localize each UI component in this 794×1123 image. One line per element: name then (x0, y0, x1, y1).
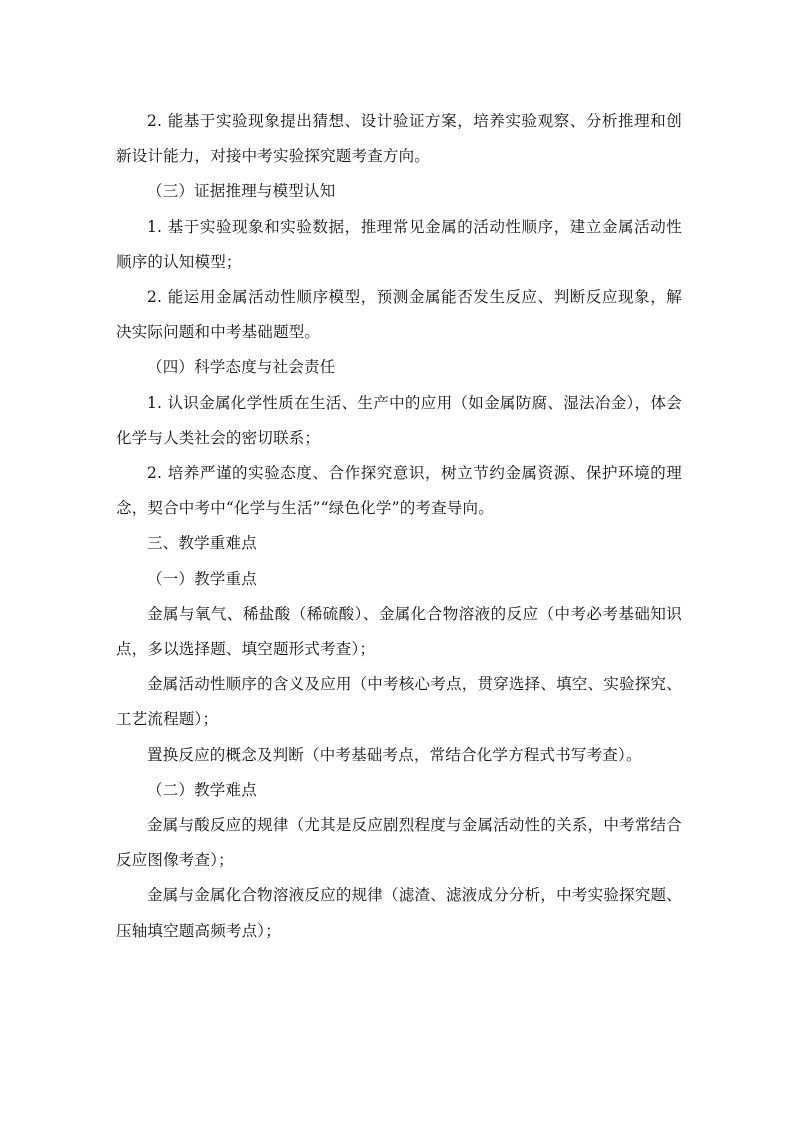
paragraph-evidence-2: 2. 能运用金属活动性顺序模型，预测金属能否发生反应、判断反应现象，解决实际问题和中考基础题型。 (116, 288, 682, 342)
heading-teaching-difficulties: （二）教学难点 (147, 780, 257, 799)
heading-evidence-reasoning: （三）证据推理与模型认知 (147, 182, 336, 201)
document-body (116, 104, 682, 949)
paragraph-evidence-1: 1. 基于实验现象和实验数据，推理常见金属的活动性顺序，建立金属活动性顺序的认知模型； (116, 217, 682, 271)
heading-teaching-key-points: （一）教学重点 (147, 569, 257, 588)
heading-science-attitude: （四）科学态度与社会责任 (147, 358, 336, 377)
heading-key-difficult-points: 三、教学重难点 (147, 534, 257, 553)
paragraph-key-point-2: 金属活动性顺序的含义及应用（中考核心考点，贯穿选择、填空、实验探究、工艺流程题）； (116, 675, 682, 729)
paragraph-goal-2-experiment: 2. 能基于实验现象提出猜想、设计验证方案，培养实验观察、分析推理和创新设计能力，对接中考实验探究题考查方向。 (116, 112, 682, 166)
paragraph-key-point-3: 置换反应的概念及判断（中考基础考点，常结合化学方程式书写考查）。 (147, 745, 642, 764)
paragraph-key-point-1: 金属与氧气、稀盐酸（稀硫酸）、金属化合物溶液的反应（中考必考基础知识点，多以选择题、填空题形式考查）； (116, 604, 682, 659)
paragraph-attitude-1: 1. 认识金属化学性质在生活、生产中的应用（如金属防腐、湿法冶金），体会化学与人类社会的密切联系； (116, 393, 682, 447)
paragraph-difficulty-1: 金属与酸反应的规律（尤其是反应剧烈程度与金属活动性的关系，中考常结合反应图像考查）； (116, 816, 682, 870)
paragraph-attitude-2: 2. 培养严谨的实验态度、合作探究意识，树立节约金属资源、保护环境的理念，契合中考中“化学与生活”“绿色化学”的考查导向。 (116, 464, 682, 518)
paragraph-difficulty-2: 金属与金属化合物溶液反应的规律（滤渣、滤液成分分析，中考实验探究题、压轴填空题高频考点）； (116, 886, 682, 940)
